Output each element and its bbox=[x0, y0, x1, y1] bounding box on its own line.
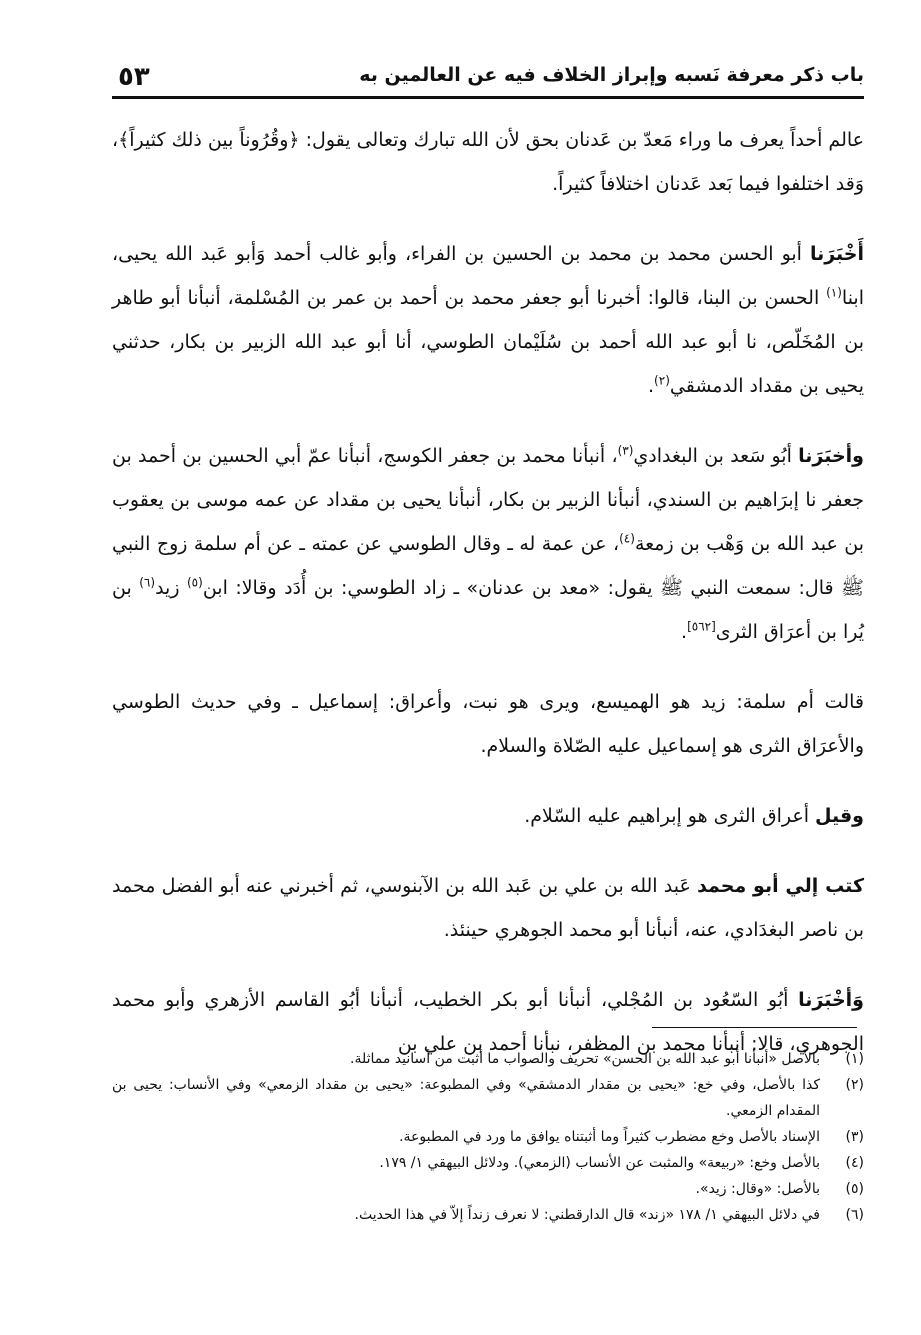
footnote-ref[interactable]: (٣) bbox=[617, 443, 634, 458]
paragraph-text: عالم أحداً يعرف ما وراء مَعدّ بن عَدنان بحق لأن الله تبارك وتعالى يقول: ﴿وقُرُوناً بين ذلك كثيراً﴾، وَقد اختلفوا فيما بَعد عَدنان اختلافاً كثيراً. bbox=[112, 129, 864, 195]
paragraph-text: قالت أم سلمة: زيد هو الهميسع، ويرى هو نبت، وأعراق: إسماعيل ـ وفي حديث الطوسي والأعرَاق الثرى هو إسماعيل عليه الصّلاة والسلام. bbox=[112, 691, 864, 757]
paragraph-lead: وأخبَرَنا bbox=[798, 445, 864, 467]
footnote bbox=[112, 1046, 864, 1072]
paragraph-1 bbox=[112, 118, 864, 206]
footnote bbox=[112, 1150, 864, 1176]
paragraph-lead: كتب إلي أبو محمد bbox=[697, 875, 864, 897]
footnote-ref[interactable]: (٥) bbox=[186, 575, 203, 590]
paragraph-text: أعراق الثرى هو إبراهيم عليه السّلام. bbox=[524, 805, 816, 827]
paragraph-lead: وقيل bbox=[815, 805, 864, 827]
footnote-divider bbox=[652, 1027, 857, 1028]
paragraph-text: بن يُرا بن أعرَاق الثرى bbox=[112, 577, 864, 643]
footnote-text: الإسناد بالأصل وخع مضطرب كثيراً وما أثبتناه يوافق ما ورد في المطبوعة. bbox=[399, 1129, 820, 1145]
paragraph-4 bbox=[112, 680, 864, 768]
footnote-text: بالأصل: «وقال: زيد». bbox=[695, 1181, 820, 1197]
paragraph-2 bbox=[112, 232, 864, 408]
footnote-number: (١) bbox=[845, 1051, 864, 1067]
paragraph-text: ، أنبأنا محمد بن جعفر الكوسج، أنبأنا عمّ أبي الحسين بن أحمد بن جعفر نا إبرَاهيم بن السندي، أنبأنا الزبير بن بكار، أنبأنا يحيى بن مقداد عن عمه موسى بن يعقوب بن عبد الله بن وَهْب بن زمعة bbox=[112, 445, 865, 555]
footnote-number: (٤) bbox=[845, 1155, 864, 1171]
paragraph-text: . bbox=[681, 621, 688, 643]
paragraph-lead: أَخْبَرَنا bbox=[809, 243, 864, 265]
paragraph-lead: وَأخْبَرَنا bbox=[798, 989, 864, 1011]
paragraph-text: ، عن عمة له ـ وقال الطوسي عن عمته ـ عن أم سلمة زوج النبي ﷺ قال: سمعت النبي ﷺ يقول: «معد بن عدنان» ـ زاد الطوسي: بن أُدَد وقالا: ابن bbox=[112, 533, 864, 599]
chapter-title: باب ذكر معرفة نَسبه وإبراز الخلاف فيه عن العالمين به bbox=[359, 64, 864, 86]
footnote-number: (٣) bbox=[845, 1129, 864, 1145]
paragraph-text: أبُو سَعد بن البغدادي bbox=[633, 445, 799, 467]
paragraph-text: الحسن بن البنا، قالوا: أخبرنا أبو جعفر محمد بن أحمد بن عمر بن المُسْلمة، أنبأنا أبو طاهر بن المُخَلّص، نا أبو عبد الله أحمد بن سُلَيْمان الطوسي، أنا أبو عبد الله الزبير بن بكار، حدثني يحيى بن مقداد الدمشقي bbox=[112, 287, 864, 397]
paragraph-text: أبُو السّعُود بن المُجْلي، أنبأنا أبو بكر الخطيب، أنبأنا أبُو القاسم الأزهري وأبو محمد الجوهري، قالا: أنبأنا محمد بن المظفر، نبأنا أحمد بن علي بن bbox=[112, 989, 864, 1055]
footnote-text: بالأصل «أنبأنا أبو عبد الله بن الحسن» تحريف والصواب ما أثبت من أسانيد مماثلة. bbox=[350, 1051, 820, 1067]
paragraph-5 bbox=[112, 794, 864, 838]
paragraph-3 bbox=[112, 434, 864, 654]
footnote bbox=[112, 1202, 864, 1228]
footnote-text: في دلائل البيهقي ١/ ١٧٨ «زند» قال الدارقطني: لا نعرف زنداً إلاّ في هذا الحديث. bbox=[354, 1207, 820, 1223]
paragraph-text: أبو الحسن محمد بن محمد بن الحسين بن الفراء، وأبو غالب أحمد وَأبو عَبد الله يحيى، ابنا bbox=[112, 243, 864, 309]
paragraph-text: زيد bbox=[155, 577, 187, 599]
main-text bbox=[112, 118, 865, 1055]
footnote-ref[interactable]: (٢) bbox=[654, 373, 670, 388]
footnote-ref[interactable]: (٤) bbox=[619, 531, 635, 546]
footnote bbox=[112, 1124, 864, 1150]
footnote-text: كذا بالأصل، وفي خع: «يحيى بن مقدار الدمشقي» وفي المطبوعة: «يحيى بن مقداد الزمعي» وفي الأنساب: يحيى بن المقدام الزمعي. bbox=[112, 1077, 820, 1119]
footnote bbox=[112, 1072, 864, 1124]
source-page-ref: [٥٦٢] bbox=[687, 619, 716, 634]
footnote-number: (٥) bbox=[845, 1181, 864, 1197]
footnote-ref[interactable]: (١) bbox=[826, 285, 842, 300]
paragraph-text: عَبد الله بن علي بن عَبد الله بن الآبنوسي، ثم أخبرني عنه أبو الفضل محمد بن ناصر البغدَادي، عنه، أنبأنا أبو محمد الجوهري حينئذ. bbox=[112, 875, 864, 941]
page-number: ٥٣ bbox=[118, 62, 150, 92]
footnotes bbox=[112, 1046, 864, 1286]
running-header bbox=[112, 62, 864, 99]
footnote-number: (٢) bbox=[845, 1077, 864, 1093]
footnote-ref[interactable]: (٦) bbox=[139, 575, 156, 590]
footnote-text: بالأصل وخع: «ربيعة» والمثبت عن الأنساب (الزمعي). ودلائل البيهقي ١/ ١٧٩. bbox=[379, 1155, 820, 1171]
paragraph-text: . bbox=[648, 375, 655, 397]
paragraph-6 bbox=[112, 864, 864, 952]
footnote bbox=[112, 1176, 864, 1202]
footnote-number: (٦) bbox=[845, 1207, 864, 1223]
